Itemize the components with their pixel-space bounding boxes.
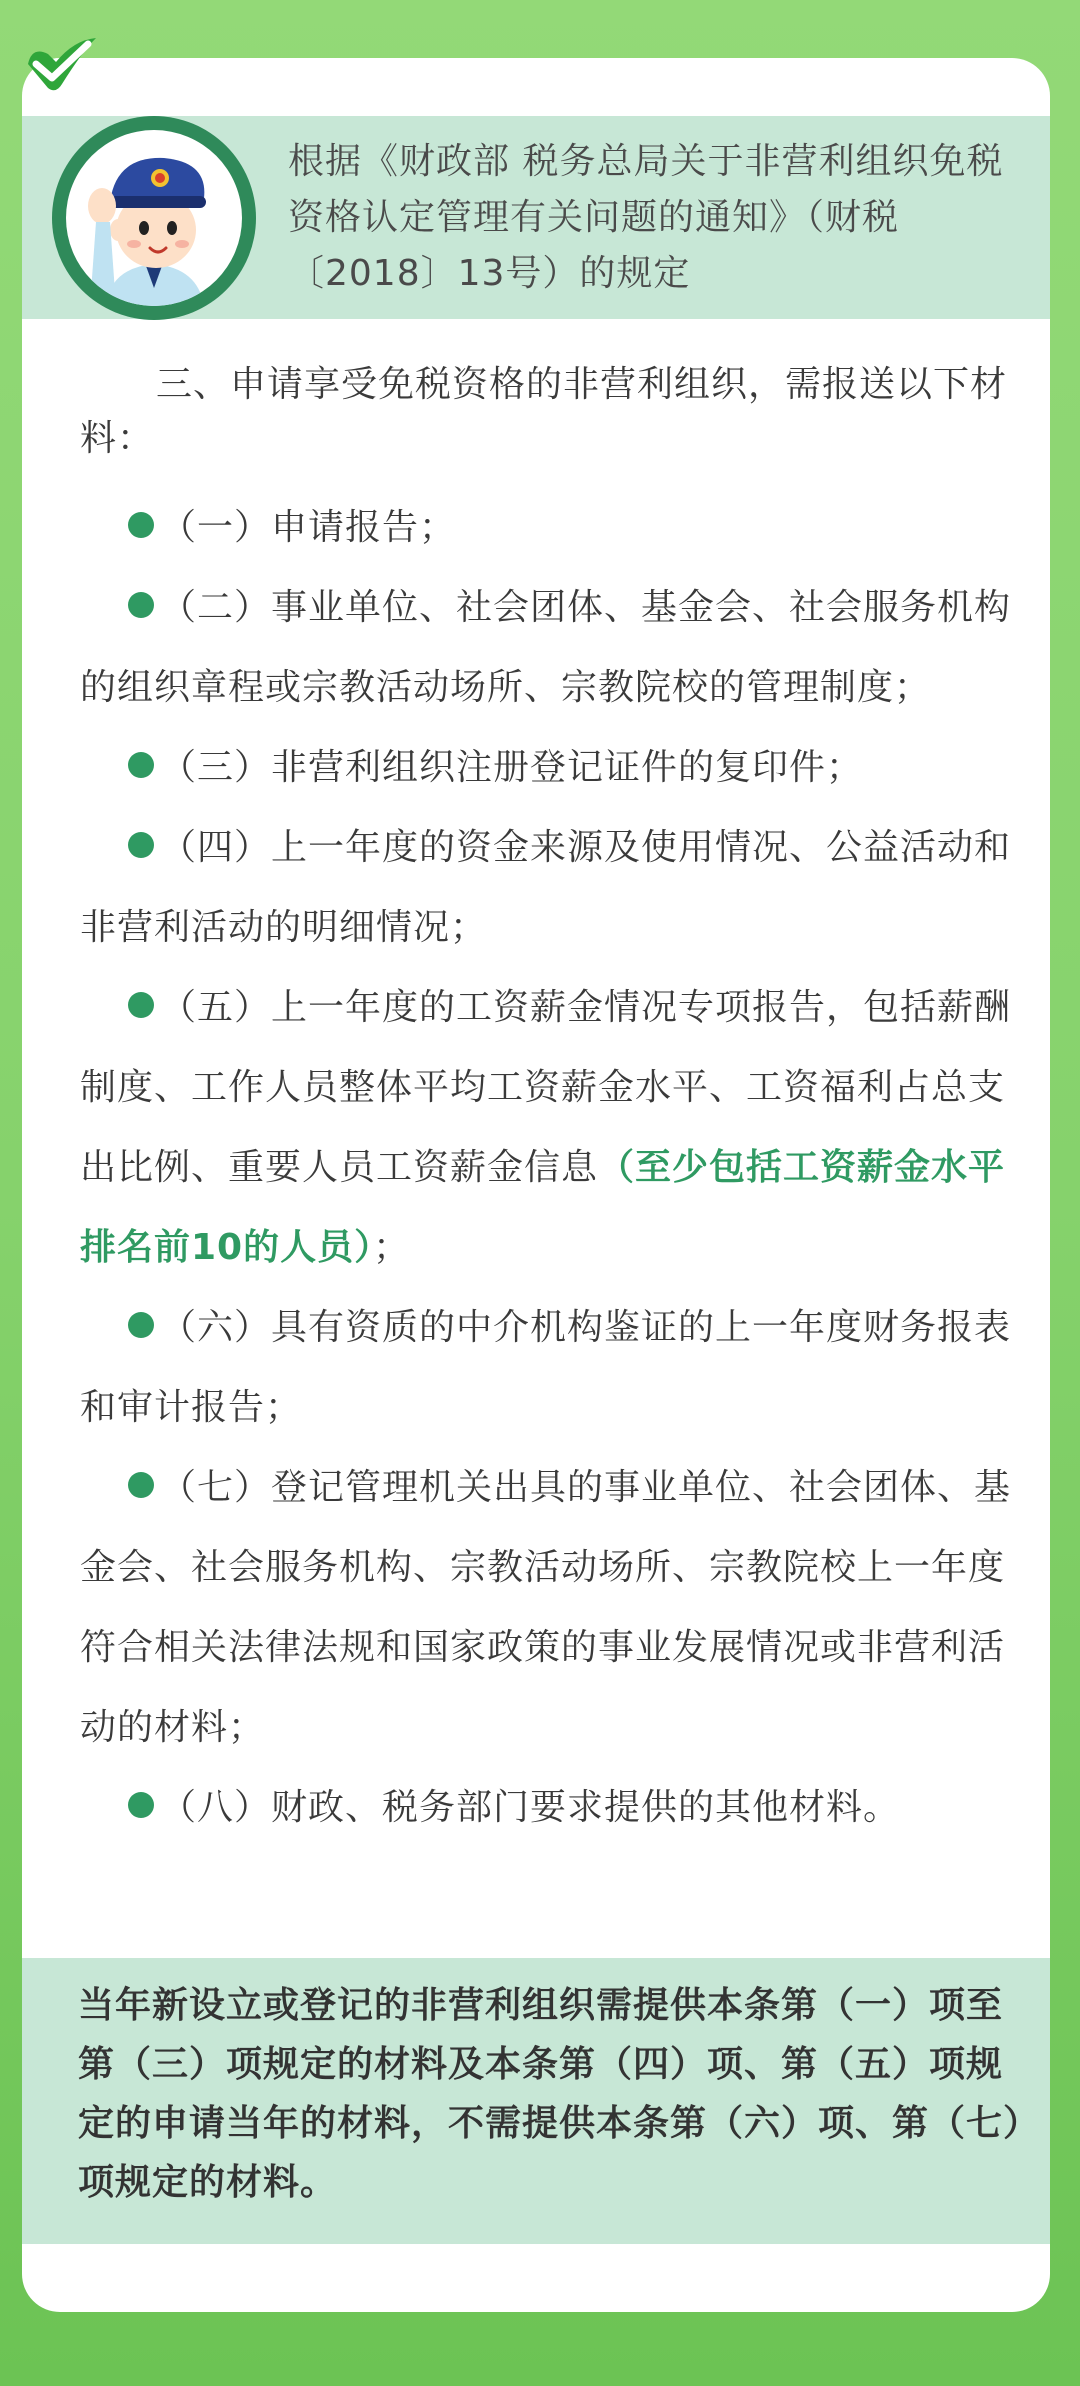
bullet-icon [128,992,154,1018]
highlighted-text: （至少包括工资薪金水平排名前10的人员） [80,1147,1006,1268]
bullet-icon [128,832,154,858]
bullet-icon [128,752,154,778]
bullet-icon [128,1792,154,1818]
list-item: （八）财政、税务部门要求提供的其他材料。 [80,1768,1020,1848]
list-item: （三）非营利组织注册登记证件的复印件； [80,728,1020,808]
bullet-icon [128,1312,154,1338]
note-text: 当年新设立或登记的非营利组织需提供本条第（一）项至第（三）项规定的材料及本条第（四）项、第（五）项规定的申请当年的材料，不需提供本条第（六）项、第（七）项规定的材料。 [78,1985,1023,2203]
bullet-icon [128,592,154,618]
list-item: （一）申请报告； [80,488,1020,568]
bullet-icon [128,512,154,538]
list-item: （六）具有资质的中介机构鉴证的上一年度财务报表和审计报告； [80,1307,1012,1428]
intro-paragraph: 三、申请享受免税资格的非营利组织，需报送以下材料： [80,364,1008,459]
list-item: （五）上一年度的工资薪金情况专项报告，包括薪酬制度、工作人员整体平均工资薪金水平、工资福利占总支出比例、重要人员工资薪金信息（至少包括工资薪金水平排名前10的人员）； [80,987,1012,1268]
bullet-icon [128,1472,154,1498]
header-text: 根据《财政部 税务总局关于非营利组织免税资格认定管理有关问题的通知》（财税〔2018〕13号）的规定 [288,141,1004,294]
body-content [80,358,1020,1848]
content-card [22,58,1050,2312]
list-item: （四）上一年度的资金来源及使用情况、公益活动和非营利活动的明细情况； [80,827,1012,948]
list-item: （二）事业单位、社会团体、基金会、社会服务机构的组织章程或宗教活动场所、宗教院校的管理制度； [80,587,1012,708]
checkmark-icon [22,34,102,96]
tax-officer-avatar-icon [52,116,256,320]
list-item: （七）登记管理机关出具的事业单位、社会团体、基金会、社会服务机构、宗教活动场所、宗教院校上一年度符合相关法律法规和国家政策的事业发展情况或非营利活动的材料； [80,1467,1012,1748]
